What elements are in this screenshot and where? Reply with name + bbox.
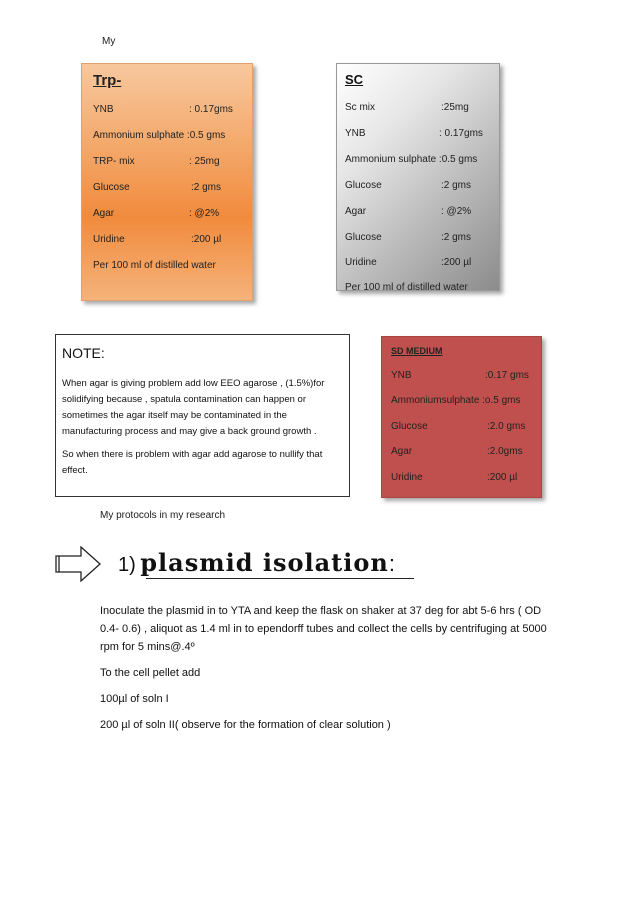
note-box	[55, 334, 350, 497]
sd-medium-box: SD MEDIUM YNB :0.17 gms Ammoniumsulphate :o.5 gms Glucose :2.0 gms Agar :2.0gms Uridine :200 µl	[381, 336, 542, 498]
protocols-label: My protocols in my research	[100, 510, 226, 521]
note-paragraph-2: So when there is problem with agar add agarose to nullify that effect.	[62, 449, 323, 476]
section-title: plasmid isolation	[140, 548, 389, 577]
note-title: NOTE:	[62, 345, 105, 361]
body-paragraph-2: To the cell pellet add	[100, 667, 201, 679]
section-heading	[118, 548, 395, 577]
body-paragraph-1: Inoculate the plasmid in to YTA and keep the flask on shaker at 37 deg for abt 5-6 hrs ( OD 0.4- 0.6) , aliquot as 1.4 ml in to ependorff tubes and collect the cells by centrifuging at 5000 rpm for 5 mins@.4º	[100, 605, 547, 653]
trp-medium-box: Trp- YNB : 0.17gms Ammonium sulphate :0.5 gms TRP- mix : 25mg Glucose :2 gms Agar : @2% Uridine :200 µl Per 100 ml of distilled water	[81, 63, 253, 301]
body-paragraph-4: 200 µl of soln II( observe for the formation of clear solution )	[100, 719, 391, 731]
section-underline	[146, 578, 414, 579]
my-label: My	[102, 36, 116, 47]
sc-title: SC	[345, 72, 364, 87]
sc-medium-box: SC Sc mix :25mg YNB : 0.17gms Ammonium sulphate :0.5 gms Glucose :2 gms Agar : @2% Glucose :2 gms Uridine :200 µl Per 100 ml of distilled water	[336, 63, 500, 291]
body-paragraph-3: 100µl of soln I	[100, 693, 169, 705]
section-number: 1)	[118, 554, 136, 576]
sd-title: SD MEDIUM	[391, 346, 443, 356]
note-paragraph-1: When agar is giving problem add low EEO agarose , (1.5%)for solidifying because , spatula contamination can happen or sometimes the agar itself may be contaminated in the manufacturing process and may give a back ground growth .	[62, 378, 325, 437]
right-arrow-icon	[55, 546, 101, 582]
trp-title: Trp-	[93, 72, 122, 89]
section-colon: :	[388, 551, 395, 576]
